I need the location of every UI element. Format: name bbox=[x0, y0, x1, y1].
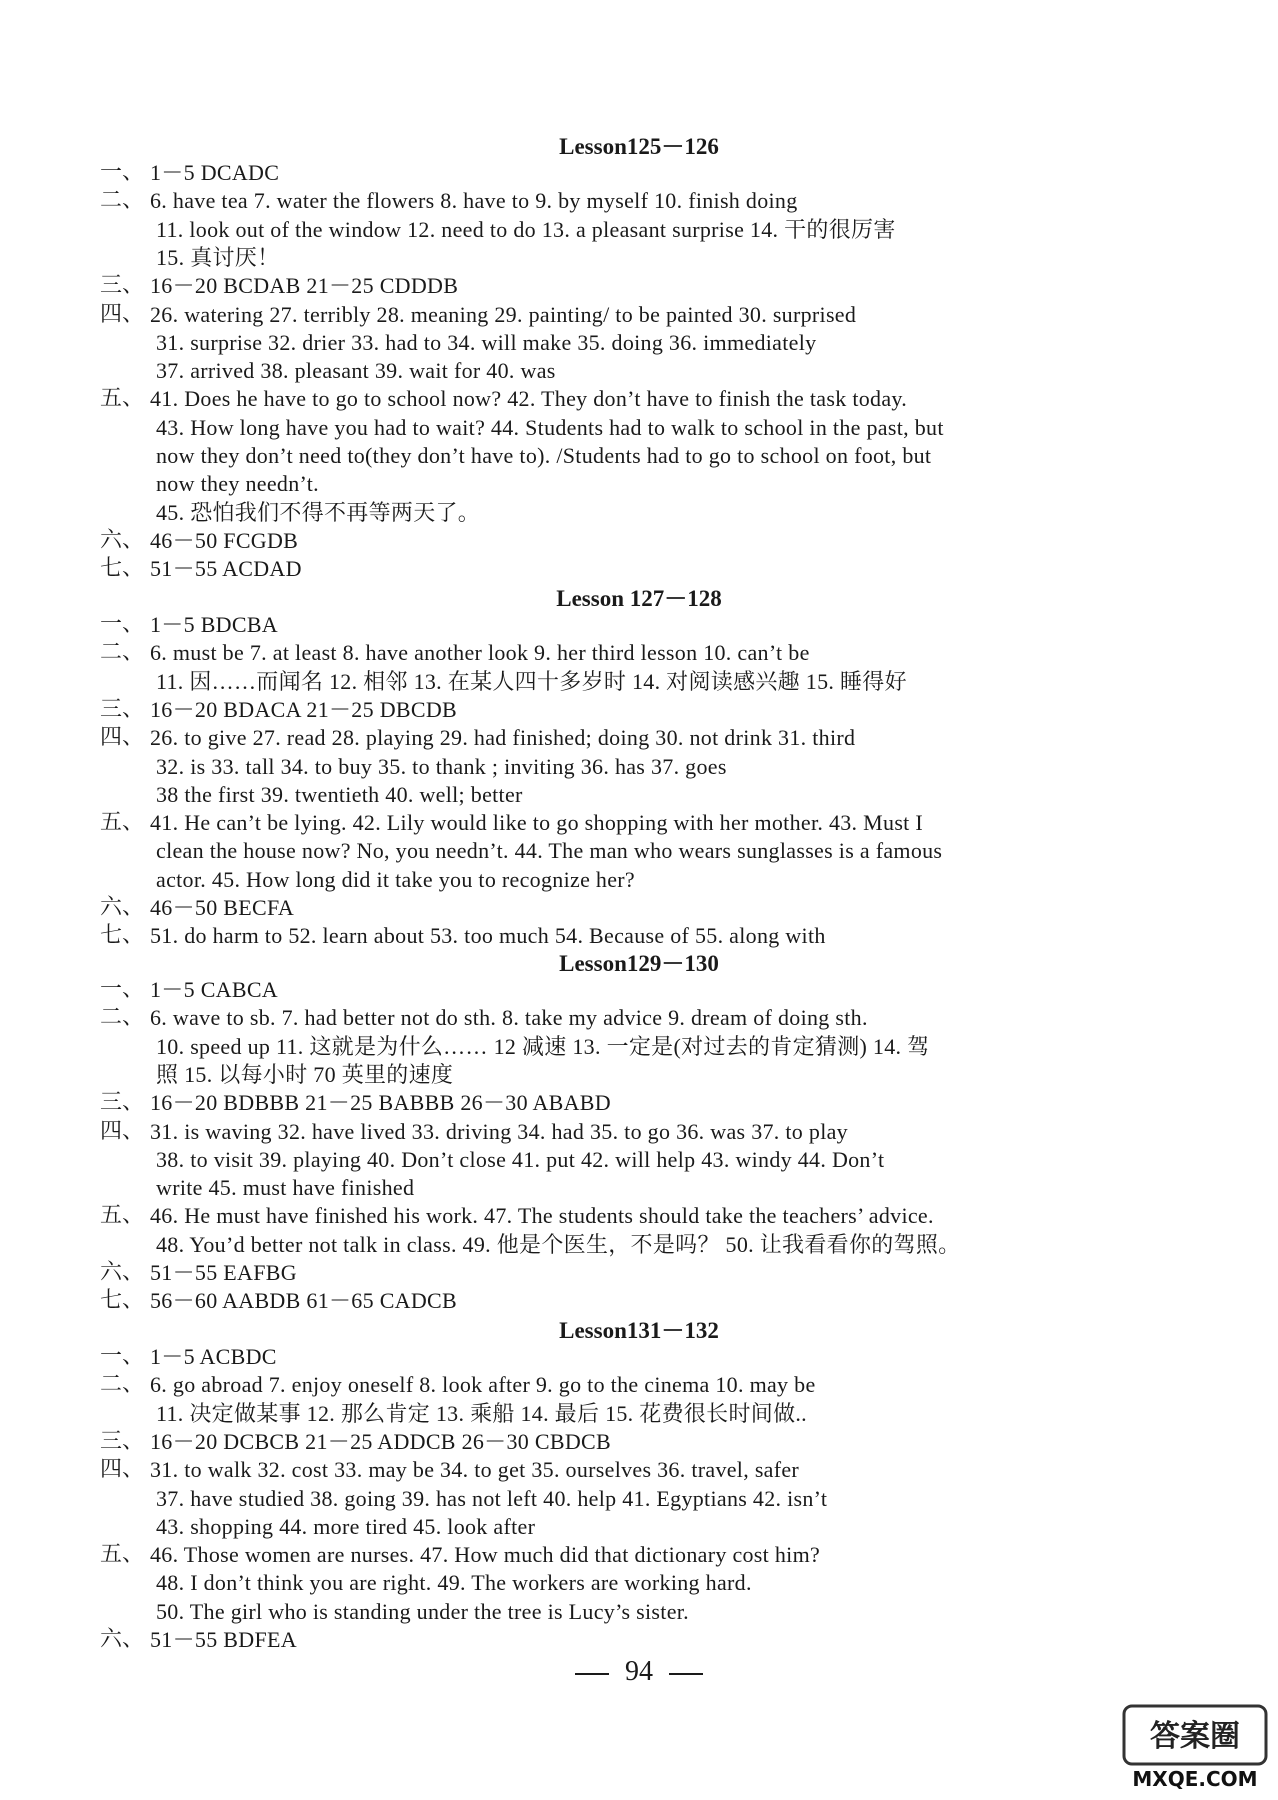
answer-line: 6. go abroad 7. enjoy oneself 8. look after 9. go to the cinema 10. may be bbox=[150, 1372, 816, 1398]
answer-line: 41. Does he have to go to school now? 42. They don’t have to finish the task today. bbox=[150, 386, 908, 412]
answer-line: actor. 45. How long did it take you to recognize her? bbox=[156, 866, 635, 892]
section-marker: 六、 bbox=[100, 1260, 145, 1285]
answer-line: 26. to give 27. read 28. playing 29. had finished; doing 30. not drink 31. third bbox=[150, 725, 856, 751]
lesson-heading: Lesson131－132 bbox=[559, 1318, 719, 1343]
section-marker: 四、 bbox=[100, 725, 145, 751]
answer-line: 16－20 BDBBB 21－25 BABBB 26－30 ABABD bbox=[150, 1090, 611, 1116]
answer-line: clean the house now? No, you needn’t. 44. The man who wears sunglasses is a famous bbox=[156, 838, 943, 864]
answer-line: 31. surprise 32. drier 33. had to 34. will make 35. doing 36. immediately bbox=[156, 329, 817, 355]
answer-line: 43. How long have you had to wait? 44. Students had to walk to school in the past, but bbox=[156, 414, 944, 440]
dash-right bbox=[669, 1673, 703, 1675]
answer-line: 46. Those women are nurses. 47. How much did that dictionary cost him? bbox=[150, 1542, 821, 1568]
lesson-heading: Lesson 127－128 bbox=[556, 586, 722, 611]
answer-line: 37. arrived 38. pleasant 39. wait for 40. was bbox=[156, 358, 556, 384]
section-marker: 一、 bbox=[100, 160, 145, 185]
section-marker: 六、 bbox=[100, 1627, 145, 1652]
answer-line: 43. shopping 44. more tired 45. look after bbox=[156, 1513, 536, 1539]
section-marker: 五、 bbox=[100, 1203, 145, 1229]
lesson-heading: Lesson125－126 bbox=[559, 134, 719, 159]
section-marker: 五、 bbox=[100, 386, 145, 412]
lesson-heading: Lesson129－130 bbox=[559, 951, 719, 976]
answer-line: 51－55 BDFEA bbox=[150, 1627, 297, 1652]
section-marker: 一、 bbox=[100, 612, 145, 637]
answer-line: 6. wave to sb. 7. had better not do sth. 8. take my advice 9. dream of doing sth. bbox=[150, 1005, 868, 1031]
answer-line: 46. He must have finished his work. 47. The students should take the teachers’ advice. bbox=[150, 1203, 934, 1229]
answer-line: 11. look out of the window 12. need to do 13. a pleasant surprise 14. 干的很厉害 bbox=[156, 216, 896, 242]
section-marker: 七、 bbox=[100, 556, 145, 582]
answer-line: 11. 因……而闻名 12. 相邻 13. 在某人四十多岁时 14. 对阅读感兴趣 15. 睡得好 bbox=[156, 668, 907, 694]
answer-line: write 45. must have finished bbox=[156, 1175, 415, 1201]
page-number bbox=[0, 1656, 1278, 1688]
answer-line: 48. I don’t think you are right. 49. The workers are working hard. bbox=[156, 1570, 752, 1596]
answer-line: 1－5 CABCA bbox=[150, 977, 278, 1002]
answer-line: 16－20 BDACA 21－25 DBCDB bbox=[150, 696, 457, 722]
answer-line: 6. have tea 7. water the flowers 8. have to 9. by myself 10. finish doing bbox=[150, 188, 798, 214]
answer-line: 26. watering 27. terribly 28. meaning 29. painting/ to be painted 30. surprised bbox=[150, 301, 857, 327]
answer-line: 16－20 DCBCB 21－25 ADDCB 26－30 CBDCB bbox=[150, 1428, 611, 1454]
answer-line: 41. He can’t be lying. 42. Lily would like to go shopping with her mother. 43. Must I bbox=[150, 810, 924, 836]
section-marker: 二、 bbox=[100, 188, 145, 214]
answer-line: 56－60 AABDB 61－65 CADCB bbox=[150, 1288, 457, 1314]
answer-line: 51. do harm to 52. learn about 53. too much 54. Because of 55. along with bbox=[150, 923, 826, 949]
section-marker: 三、 bbox=[100, 273, 145, 299]
section-marker: 三、 bbox=[100, 1090, 145, 1116]
answer-line: 38 the first 39. twentieth 40. well; better bbox=[156, 781, 523, 807]
section-marker: 一、 bbox=[100, 977, 145, 1002]
section-marker: 七、 bbox=[100, 923, 145, 949]
watermark-chars: 答案圈 bbox=[1150, 1719, 1240, 1754]
dash-left bbox=[575, 1673, 609, 1675]
answer-line: 50. The girl who is standing under the tree is Lucy’s sister. bbox=[156, 1598, 689, 1624]
answer-line: 51－55 ACDAD bbox=[150, 556, 302, 582]
answer-line: now they don’t need to(they don’t have to). /Students had to go to school on foot, but bbox=[156, 443, 932, 468]
page-number-text: 94 bbox=[625, 1656, 653, 1687]
answer-line: 6. must be 7. at least 8. have another look 9. her third lesson 10. can’t be bbox=[150, 640, 810, 666]
section-marker: 二、 bbox=[100, 1005, 145, 1031]
section-marker: 五、 bbox=[100, 810, 145, 836]
answer-line: 48. You’d better not talk in class. 49. 他是个医生，不是吗？ 50. 让我看看你的驾照。 bbox=[156, 1231, 961, 1257]
section-marker: 四、 bbox=[100, 1118, 145, 1144]
watermark-logo bbox=[1120, 1702, 1270, 1792]
section-marker: 五、 bbox=[100, 1542, 145, 1568]
answer-line: 31. is waving 32. have lived 33. driving 34. had 35. to go 36. was 37. to play bbox=[150, 1118, 848, 1144]
answer-line: 1－5 ACBDC bbox=[150, 1344, 277, 1369]
answer-line: 11. 决定做某事 12. 那么肯定 13. 乘船 14. 最后 15. 花费很长时间做.. bbox=[156, 1400, 807, 1426]
answer-line: 10. speed up 11. 这就是为什么…… 12 减速 13. 一定是(对过去的肯定猜测) 14. 驾 bbox=[156, 1033, 930, 1059]
section-marker: 四、 bbox=[100, 301, 145, 327]
answer-line: now they needn’t. bbox=[156, 471, 319, 497]
answer-line: 照 15. 以每小时 70 英里的速度 bbox=[156, 1061, 454, 1087]
watermark-text: MXQE.COM bbox=[1132, 1767, 1258, 1791]
section-marker: 七、 bbox=[100, 1288, 145, 1314]
answer-line: 45. 恐怕我们不得不再等两天了。 bbox=[156, 499, 481, 525]
section-marker: 六、 bbox=[100, 527, 145, 553]
answer-line: 46－50 FCGDB bbox=[150, 527, 299, 553]
answer-line: 37. have studied 38. going 39. has not left 40. help 41. Egyptians 42. isn’t bbox=[156, 1485, 828, 1511]
section-marker: 三、 bbox=[100, 1428, 145, 1454]
answer-line: 16－20 BCDAB 21－25 CDDDB bbox=[150, 273, 459, 299]
answer-line: 46－50 BECFA bbox=[150, 895, 295, 920]
answer-line: 31. to walk 32. cost 33. may be 34. to get 35. ourselves 36. travel, safer bbox=[150, 1457, 800, 1483]
answer-line: 32. is 33. tall 34. to buy 35. to thank ; inviting 36. has 37. goes bbox=[156, 753, 727, 779]
section-marker: 二、 bbox=[100, 1372, 145, 1398]
answer-line: 38. to visit 39. playing 40. Don’t close 41. put 42. will help 43. windy 44. Don’t bbox=[156, 1146, 885, 1172]
section-marker: 四、 bbox=[100, 1457, 145, 1483]
section-marker: 一、 bbox=[100, 1344, 145, 1369]
answer-line: 1－5 DCADC bbox=[150, 160, 280, 185]
section-marker: 二、 bbox=[100, 640, 145, 666]
section-marker: 六、 bbox=[100, 895, 145, 920]
answer-line: 15. 真讨厌！ bbox=[156, 244, 280, 270]
answer-line: 1－5 BDCBA bbox=[150, 612, 278, 637]
answer-line: 51－55 EAFBG bbox=[150, 1260, 297, 1285]
section-marker: 三、 bbox=[100, 696, 145, 722]
